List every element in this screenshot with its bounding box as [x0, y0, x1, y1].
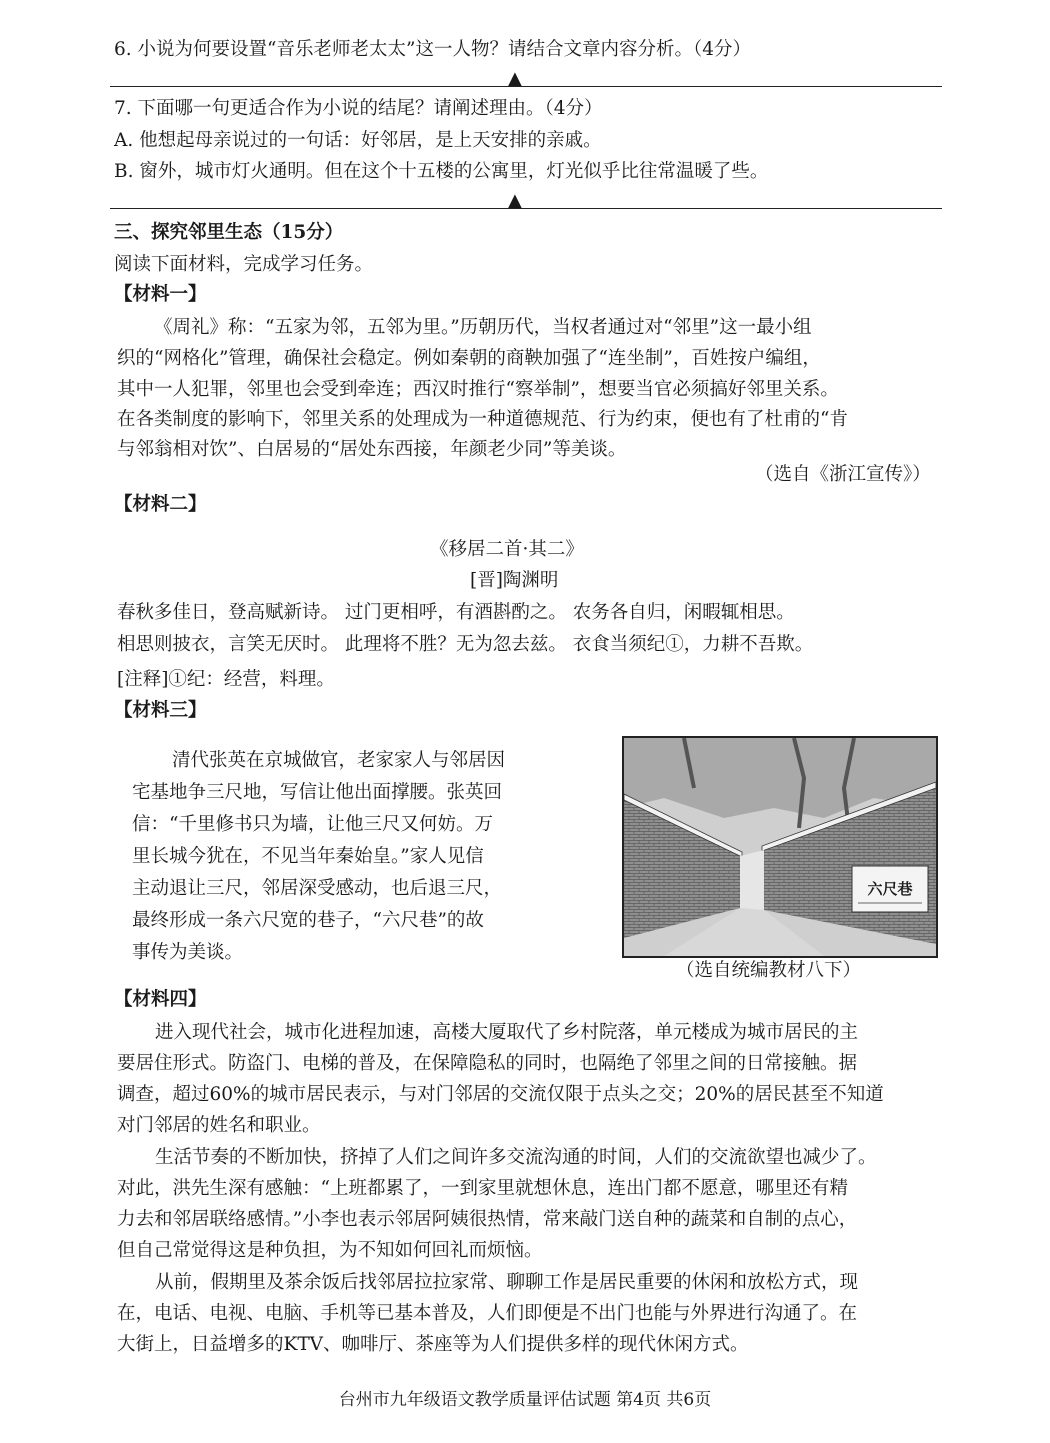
material-3-line: 最终形成一条六尺宽的巷子，“六尺巷”的故: [132, 910, 484, 931]
material-1-line: 与邻翁相对饮”、白居易的“居处东西接，年颜老少同”等美谈。: [117, 439, 627, 460]
material-1-source: （选自《浙江宣传》）: [755, 464, 931, 485]
material-4-line: 但自己常觉得这是种负担，为不知如何回礼而烦恼。: [117, 1240, 543, 1261]
material-3-heading: 【材料三】: [114, 700, 207, 721]
material-3-line: 事传为美谈。: [132, 942, 244, 963]
material-3-line: 信：“千里修书只为墙，让他三尺又何妨。万: [132, 814, 493, 835]
question-7: 7. 下面哪一句更适合作为小说的结尾？请阐述理由。（4分）: [114, 98, 603, 119]
material-1-heading: 【材料一】: [114, 284, 207, 305]
material-4-line: 力去和邻居联络感情。”小李也表示邻居阿姨很热情，常来敲门送自种的蔬菜和自制的点心，: [117, 1209, 858, 1230]
poem-author: [晋]陶渊明: [470, 570, 559, 591]
material-3-line: 宅基地争三尺地，写信让他出面撑腰。张英回: [132, 782, 503, 803]
poem-line: 春秋多佳日，登高赋新诗。 过门更相呼，有酒斟酌之。 农务各自归，闲暇辄相思。: [117, 602, 795, 623]
poem-note: [注释]①纪：经营，料理。: [117, 669, 335, 690]
answer-line-q7: [110, 208, 942, 209]
material-4-line: 在，电话、电视、电脑、手机等已基本普及，人们即便是不出门也能与外界进行沟通了。在: [117, 1303, 858, 1324]
material-1-line: 在各类制度的影响下，邻里关系的处理成为一种道德规范、行为约束，便也有了杜甫的“肯: [117, 409, 848, 430]
six-chi-alley-photo: [622, 736, 938, 958]
answer-line-q6: [110, 86, 942, 87]
material-1-line: 织的“网格化”管理，确保社会稳定。例如秦朝的商鞅加强了“连坐制”，百姓按户编组，: [117, 348, 821, 369]
poem-line: 相思则披衣，言笑无厌时。 此理将不胜？无为忽去兹。 衣食当须纪①，力耕不吾欺。: [117, 634, 814, 655]
photo-caption: （选自统编教材八下）: [676, 960, 862, 981]
answer-marker-q7: ▲: [508, 190, 522, 211]
question-7-option-a: A. 他想起母亲说过的一句话：好邻居，是上天安排的亲戚。: [114, 130, 602, 151]
poem-title: 《移居二首·其二》: [430, 539, 584, 560]
material-1-line: 其中一人犯罪，邻里也会受到牵连；西汉时推行“察举制”，想要当官必须搞好邻里关系。: [117, 379, 839, 400]
page-footer: 台州市九年级语文教学质量评估试题 第4页 共6页: [338, 1390, 712, 1410]
material-1-line: 《周礼》称：“五家为邻，五邻为里。”历朝历代，当权者通过对“邻里”这一最小组: [154, 317, 812, 338]
material-3-line: 里长城今犹在，不见当年秦始皇。”家人见信: [132, 846, 484, 867]
material-2-heading: 【材料二】: [114, 494, 207, 515]
material-4-heading: 【材料四】: [114, 989, 207, 1010]
alley-illustration: [624, 738, 936, 956]
material-4-line: 调查，超过60%的城市居民表示，与对门邻居的交流仅限于点头之交；20%的居民甚至不知道: [117, 1084, 884, 1105]
material-4-line: 对此，洪先生深有感触：“上班都累了，一到家里就想休息，连出门都不愿意，哪里还有精: [117, 1178, 848, 1199]
material-4-line: 大街上，日益增多的KTV、咖啡厅、茶座等为人们提供多样的现代休闲方式。: [117, 1334, 749, 1355]
material-4-line: 对门邻居的姓名和职业。: [117, 1115, 321, 1136]
material-4-line: 从前，假期里及茶余饭后找邻居拉拉家常、聊聊工作是居民重要的休闲和放松方式，现: [155, 1272, 859, 1293]
question-7-option-b: B. 窗外，城市灯火通明。但在这个十五楼的公寓里，灯光似乎比往常温暖了些。: [114, 161, 769, 182]
answer-marker-q6: ▲: [508, 68, 522, 89]
section-title: 三、探究邻里生态（15分）: [114, 222, 344, 243]
alley-sign-text: 六尺巷: [867, 880, 913, 898]
material-3-line: 主动退让三尺，邻居深受感动，也后退三尺，: [132, 878, 503, 899]
material-4-line: 生活节奏的不断加快，挤掉了人们之间许多交流沟通的时间，人们的交流欲望也减少了。: [155, 1147, 877, 1168]
question-6: 6. 小说为何要设置“音乐老师老太太”这一人物？请结合文章内容分析。（4分）: [114, 39, 751, 60]
material-3-line: 清代张英在京城做官，老家家人与邻居因: [172, 750, 506, 771]
material-4-line: 要居住形式。防盗门、电梯的普及，在保障隐私的同时，也隔绝了邻里之间的日常接触。据: [117, 1053, 858, 1074]
material-4-line: 进入现代社会，城市化进程加速，高楼大厦取代了乡村院落，单元楼成为城市居民的主: [155, 1022, 859, 1043]
section-intro: 阅读下面材料，完成学习任务。: [114, 254, 374, 275]
